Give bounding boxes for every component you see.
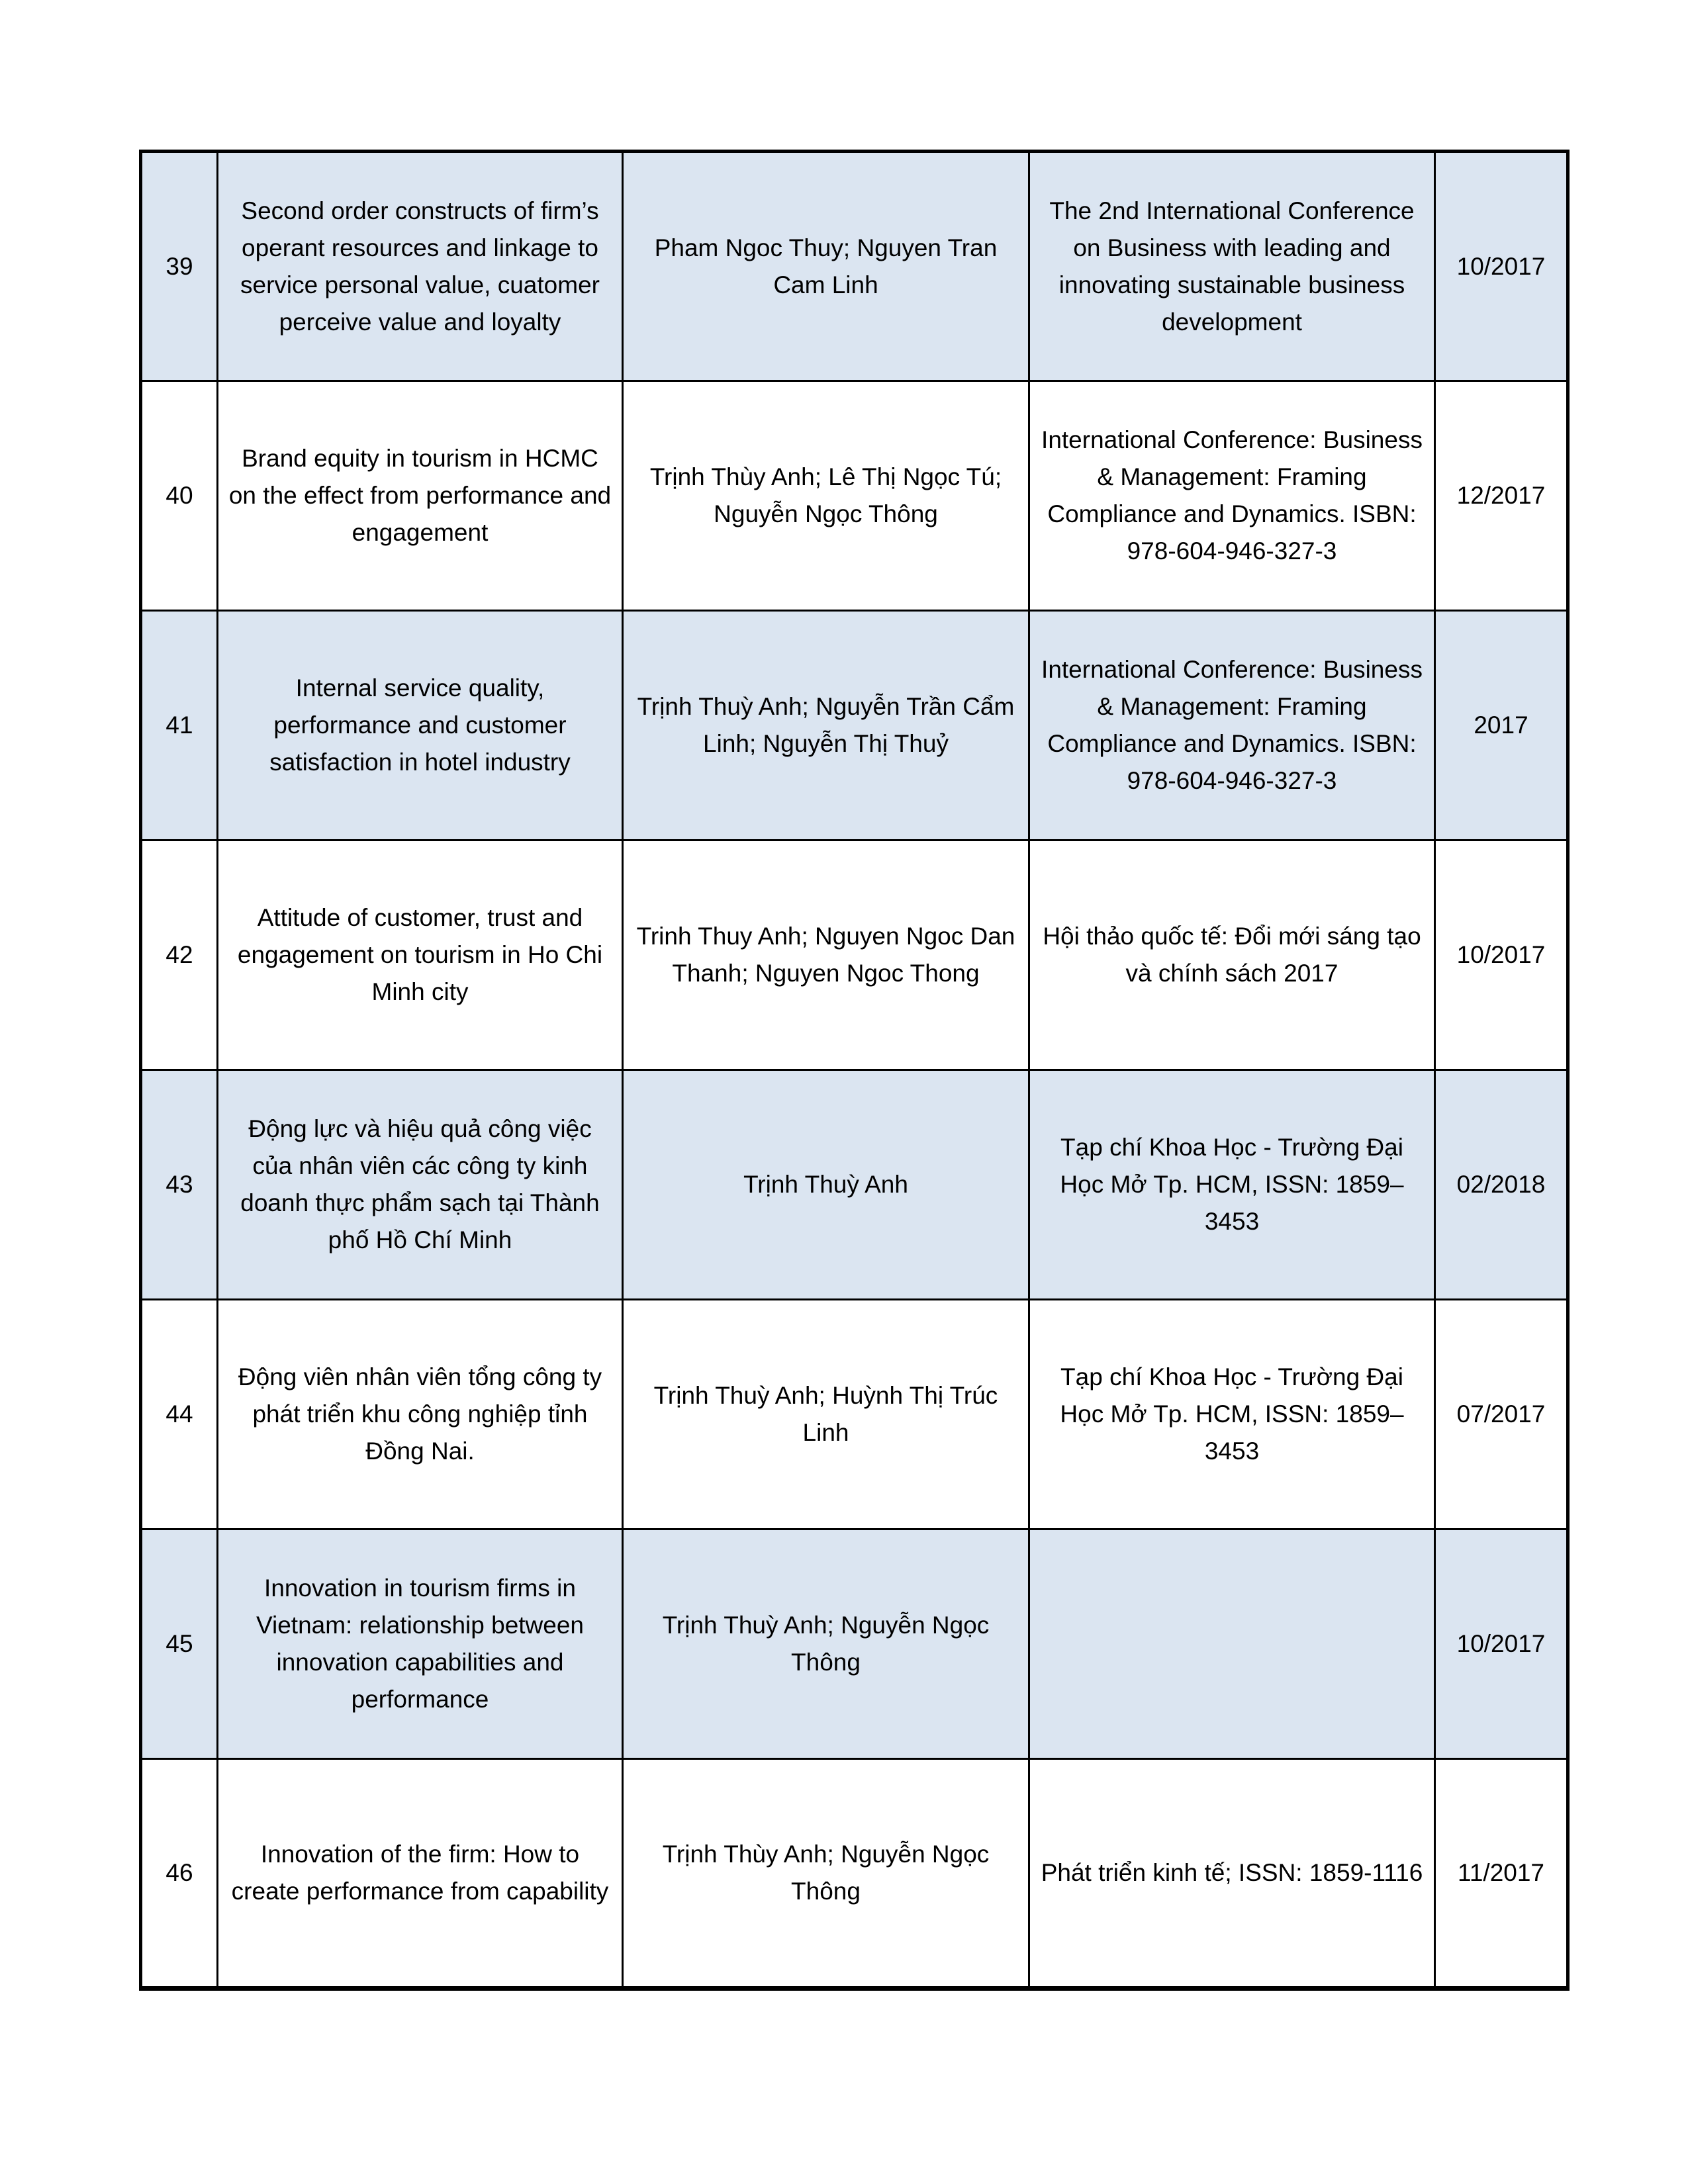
venue: Tạp chí Khoa Học - Trường Đại Học Mở Tp. HCM, ISSN: 1859–3453 bbox=[1060, 1134, 1404, 1235]
publication-date: 12/2017 bbox=[1456, 482, 1546, 509]
title-cell bbox=[218, 611, 623, 841]
authors-cell bbox=[623, 381, 1029, 611]
row-number: 41 bbox=[165, 711, 193, 739]
row-number-cell bbox=[141, 152, 218, 381]
publication-title: Innovation of the firm: How to create performance from capability bbox=[231, 1841, 609, 1905]
venue: The 2nd International Conference on Business with leading and innovating sustainable business development bbox=[1049, 197, 1415, 336]
row-number-cell bbox=[141, 841, 218, 1070]
authors-cell bbox=[623, 152, 1029, 381]
date-cell bbox=[1435, 152, 1568, 381]
publication-title: Attitude of customer, trust and engagement on tourism in Ho Chi Minh city bbox=[237, 904, 603, 1005]
venue-cell bbox=[1029, 1070, 1435, 1300]
table-row bbox=[141, 1759, 1568, 1989]
publication-date: 11/2017 bbox=[1458, 1859, 1544, 1886]
venue: International Conference: Business & Management: Framing Compliance and Dynamics. ISBN: 978-604-946-327-3 bbox=[1041, 426, 1423, 565]
venue-cell bbox=[1029, 611, 1435, 841]
table-row bbox=[141, 381, 1568, 611]
publication-title: Động viên nhân viên tổng công ty phát triển khu công nghiệp tỉnh Đồng Nai. bbox=[238, 1363, 602, 1465]
date-cell bbox=[1435, 1070, 1568, 1300]
authors-cell bbox=[623, 841, 1029, 1070]
publication-date: 07/2017 bbox=[1456, 1400, 1546, 1428]
publication-date: 10/2017 bbox=[1456, 252, 1546, 280]
title-cell bbox=[218, 1070, 623, 1300]
row-number: 42 bbox=[165, 941, 193, 968]
publication-date: 10/2017 bbox=[1456, 941, 1546, 968]
venue: Tạp chí Khoa Học - Trường Đại Học Mở Tp. HCM, ISSN: 1859–3453 bbox=[1060, 1363, 1404, 1465]
row-number: 39 bbox=[165, 252, 193, 280]
venue-cell bbox=[1029, 1529, 1435, 1759]
title-cell bbox=[218, 1529, 623, 1759]
title-cell bbox=[218, 841, 623, 1070]
table-row bbox=[141, 841, 1568, 1070]
date-cell bbox=[1435, 611, 1568, 841]
row-number-cell bbox=[141, 1759, 218, 1989]
date-cell bbox=[1435, 1300, 1568, 1529]
row-number: 45 bbox=[165, 1630, 193, 1657]
title-cell bbox=[218, 381, 623, 611]
publication-title: Brand equity in tourism in HCMC on the effect from performance and engagement bbox=[228, 445, 612, 546]
publication-title: Innovation in tourism firms in Vietnam: relationship between innovation capabilities and performance bbox=[256, 1574, 585, 1713]
row-number: 44 bbox=[165, 1400, 193, 1428]
date-cell bbox=[1435, 841, 1568, 1070]
table-row bbox=[141, 1529, 1568, 1759]
venue: Phát triển kinh tế; ISSN: 1859-1116 bbox=[1041, 1859, 1423, 1886]
publication-date: 02/2018 bbox=[1456, 1171, 1546, 1198]
row-number-cell bbox=[141, 381, 218, 611]
authors: Trịnh Thuỳ Anh bbox=[743, 1171, 908, 1198]
date-cell bbox=[1435, 381, 1568, 611]
venue: Hội thảo quốc tế: Đổi mới sáng tạo và chính sách 2017 bbox=[1043, 923, 1421, 987]
venue-cell bbox=[1029, 152, 1435, 381]
title-cell bbox=[218, 152, 623, 381]
authors-cell bbox=[623, 1529, 1029, 1759]
row-number-cell bbox=[141, 1529, 218, 1759]
row-number-cell bbox=[141, 611, 218, 841]
authors-cell bbox=[623, 1300, 1029, 1529]
authors-cell bbox=[623, 1759, 1029, 1989]
authors: Trịnh Thùy Anh; Lê Thị Ngọc Tú; Nguyễn Ngọc Thông bbox=[649, 463, 1002, 527]
authors-cell bbox=[623, 611, 1029, 841]
venue-cell bbox=[1029, 1759, 1435, 1989]
publication-title: Internal service quality, performance and customer satisfaction in hotel industry bbox=[269, 674, 571, 776]
authors-cell bbox=[623, 1070, 1029, 1300]
venue-cell bbox=[1029, 1300, 1435, 1529]
authors: Trịnh Thùy Anh; Nguyễn Ngọc Thông bbox=[662, 1841, 990, 1905]
venue-cell bbox=[1029, 841, 1435, 1070]
authors: Trinh Thuy Anh; Nguyen Ngoc Dan Thanh; Nguyen Ngoc Thong bbox=[636, 923, 1015, 987]
table-row bbox=[141, 611, 1568, 841]
publication-title: Động lực và hiệu quả công việc của nhân viên các công ty kinh doanh thực phẩm sạch tại Thành phố Hồ Chí Minh bbox=[240, 1115, 600, 1253]
publication-date: 2017 bbox=[1474, 711, 1528, 739]
table-row bbox=[141, 152, 1568, 381]
date-cell bbox=[1435, 1759, 1568, 1989]
table-row bbox=[141, 1300, 1568, 1529]
row-number: 46 bbox=[165, 1859, 193, 1886]
publication-date: 10/2017 bbox=[1456, 1630, 1546, 1657]
authors: Trịnh Thuỳ Anh; Nguyễn Trần Cẩm Linh; Nguyễn Thị Thuỷ bbox=[637, 693, 1015, 757]
title-cell bbox=[218, 1300, 623, 1529]
authors: Trịnh Thuỳ Anh; Nguyễn Ngọc Thông bbox=[662, 1612, 990, 1676]
venue-cell bbox=[1029, 381, 1435, 611]
row-number: 40 bbox=[165, 482, 193, 509]
publication-title: Second order constructs of firm’s operant resources and linkage to service personal value, cuatomer perceive value and loyalty bbox=[240, 197, 600, 336]
row-number-cell bbox=[141, 1070, 218, 1300]
authors: Trịnh Thuỳ Anh; Huỳnh Thị Trúc Linh bbox=[653, 1382, 998, 1446]
row-number: 43 bbox=[165, 1171, 193, 1198]
row-number-cell bbox=[141, 1300, 218, 1529]
table-body bbox=[141, 152, 1568, 1989]
publications-table bbox=[139, 150, 1570, 1991]
venue: International Conference: Business & Management: Framing Compliance and Dynamics. ISBN: 978-604-946-327-3 bbox=[1041, 656, 1423, 794]
authors: Pham Ngoc Thuy; Nguyen Tran Cam Linh bbox=[654, 234, 998, 298]
title-cell bbox=[218, 1759, 623, 1989]
table-row bbox=[141, 1070, 1568, 1300]
date-cell bbox=[1435, 1529, 1568, 1759]
